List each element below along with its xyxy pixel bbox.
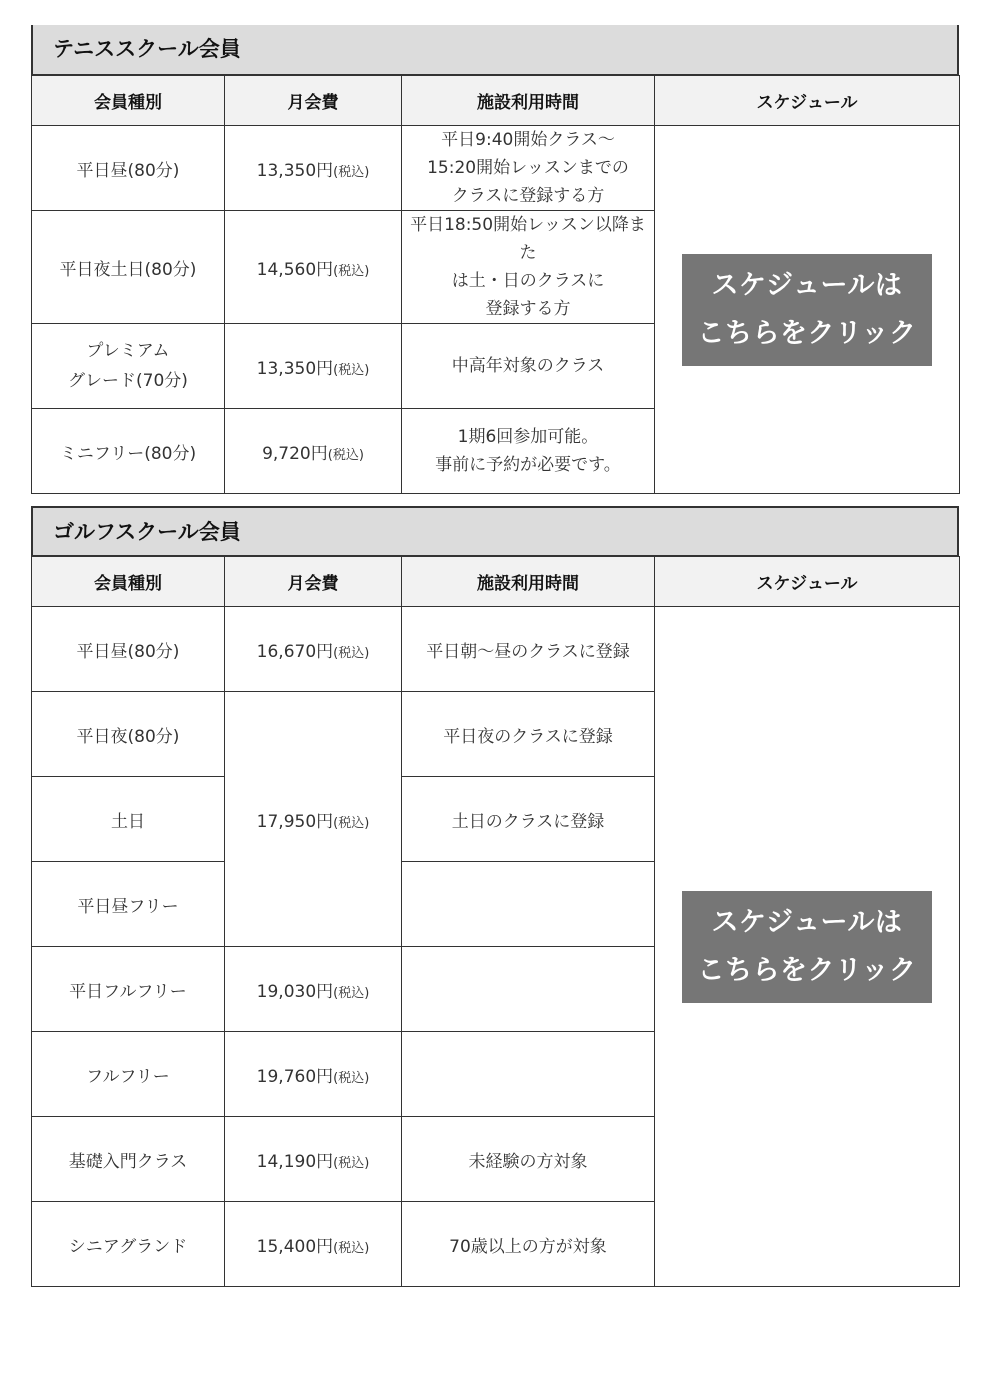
price-value: 15,400円 (256, 1236, 334, 1257)
plan-name: フルフリー (32, 1032, 225, 1117)
button-line: スケジュールは (711, 269, 903, 301)
tennis-section-title: テニススクール会員 (31, 25, 959, 75)
header-fee: 月会費 (225, 557, 402, 607)
schedule-cell (655, 126, 960, 494)
facility-hours (402, 324, 655, 409)
monthly-fee (225, 324, 402, 409)
monthly-fee (225, 607, 402, 692)
price-value: 17,950円 (256, 811, 334, 832)
hours-line: 事前に予約が必要です。 (435, 455, 621, 475)
facility-hours: 70歳以上の方が対象 (402, 1202, 655, 1287)
table-header-row (32, 557, 960, 607)
monthly-fee (225, 1032, 402, 1117)
monthly-fee (225, 692, 402, 947)
monthly-fee (225, 1202, 402, 1287)
table-row (32, 126, 960, 211)
hours-line: クラスに登録する方 (451, 186, 605, 206)
facility-hours (402, 862, 655, 947)
plan-name: 平日フルフリー (32, 947, 225, 1032)
header-fee: 月会費 (225, 76, 402, 126)
tax-note: (税込) (333, 263, 370, 279)
table-header-row (32, 76, 960, 126)
tax-note: (税込) (333, 164, 370, 180)
header-schedule: スケジュール (655, 76, 960, 126)
tax-note: (税込) (333, 645, 370, 661)
price-value: 19,760円 (256, 1066, 334, 1087)
monthly-fee (225, 211, 402, 324)
plan-line: グレード(70分) (68, 371, 188, 391)
plan-name: 平日昼(80分) (32, 126, 225, 211)
table-row (32, 607, 960, 692)
price-value: 13,350円 (256, 358, 334, 379)
tax-note: (税込) (327, 447, 364, 463)
plan-line: プレミアム (86, 341, 170, 361)
facility-hours (402, 126, 655, 211)
hours-line: 平日18:50開始レッスン以降また (410, 215, 646, 263)
golf-fee-table (31, 556, 960, 1287)
facility-hours: 平日朝～昼のクラスに登録 (402, 607, 655, 692)
header-schedule: スケジュール (655, 557, 960, 607)
monthly-fee (225, 1117, 402, 1202)
facility-hours: 土日のクラスに登録 (402, 777, 655, 862)
hours-line: 中高年対象のクラス (451, 356, 605, 376)
price-value: 16,670円 (256, 641, 334, 662)
facility-hours (402, 947, 655, 1032)
tennis-fee-table (31, 75, 960, 494)
tax-note: (税込) (333, 985, 370, 1001)
plan-name: 平日昼(80分) (32, 607, 225, 692)
tax-note: (税込) (333, 1070, 370, 1086)
price-value: 13,350円 (256, 160, 334, 181)
header-hours: 施設利用時間 (402, 557, 655, 607)
tennis-section (31, 25, 959, 494)
plan-name: ミニフリー(80分) (32, 409, 225, 494)
facility-hours: 平日夜のクラスに登録 (402, 692, 655, 777)
price-value: 19,030円 (256, 981, 334, 1002)
hours-line: 登録する方 (485, 299, 571, 319)
plan-name: 平日昼フリー (32, 862, 225, 947)
monthly-fee (225, 947, 402, 1032)
schedule-cell (655, 607, 960, 1287)
plan-name: シニアグランド (32, 1202, 225, 1287)
plan-name: 土日 (32, 777, 225, 862)
plan-name (32, 324, 225, 409)
golf-section-title: ゴルフスクール会員 (31, 506, 959, 556)
plan-name: 平日夜土日(80分) (32, 211, 225, 324)
tennis-schedule-button[interactable] (682, 254, 933, 366)
facility-hours (402, 211, 655, 324)
price-value: 14,560円 (256, 259, 334, 280)
golf-schedule-button[interactable] (682, 891, 933, 1003)
hours-line: 15:20開始レッスンまでの (427, 158, 629, 178)
plan-name: 基礎入門クラス (32, 1117, 225, 1202)
button-line: こちらをクリック (697, 954, 917, 986)
header-plan: 会員種別 (32, 557, 225, 607)
button-line: こちらをクリック (697, 317, 917, 349)
button-line: スケジュールは (711, 906, 903, 938)
tax-note: (税込) (333, 1240, 370, 1256)
hours-line: は土・日のクラスに (451, 271, 605, 291)
plan-name: 平日夜(80分) (32, 692, 225, 777)
golf-section (31, 506, 959, 1287)
tax-note: (税込) (333, 362, 370, 378)
header-hours: 施設利用時間 (402, 76, 655, 126)
facility-hours (402, 409, 655, 494)
facility-hours (402, 1032, 655, 1117)
tax-note: (税込) (333, 815, 370, 831)
price-value: 14,190円 (256, 1151, 334, 1172)
facility-hours: 未経験の方対象 (402, 1117, 655, 1202)
tax-note: (税込) (333, 1155, 370, 1171)
price-value: 9,720円 (262, 443, 328, 464)
monthly-fee (225, 126, 402, 211)
hours-line: 1期6回参加可能。 (457, 427, 599, 447)
header-plan: 会員種別 (32, 76, 225, 126)
hours-line: 平日9:40開始クラス～ (441, 130, 615, 150)
monthly-fee (225, 409, 402, 494)
